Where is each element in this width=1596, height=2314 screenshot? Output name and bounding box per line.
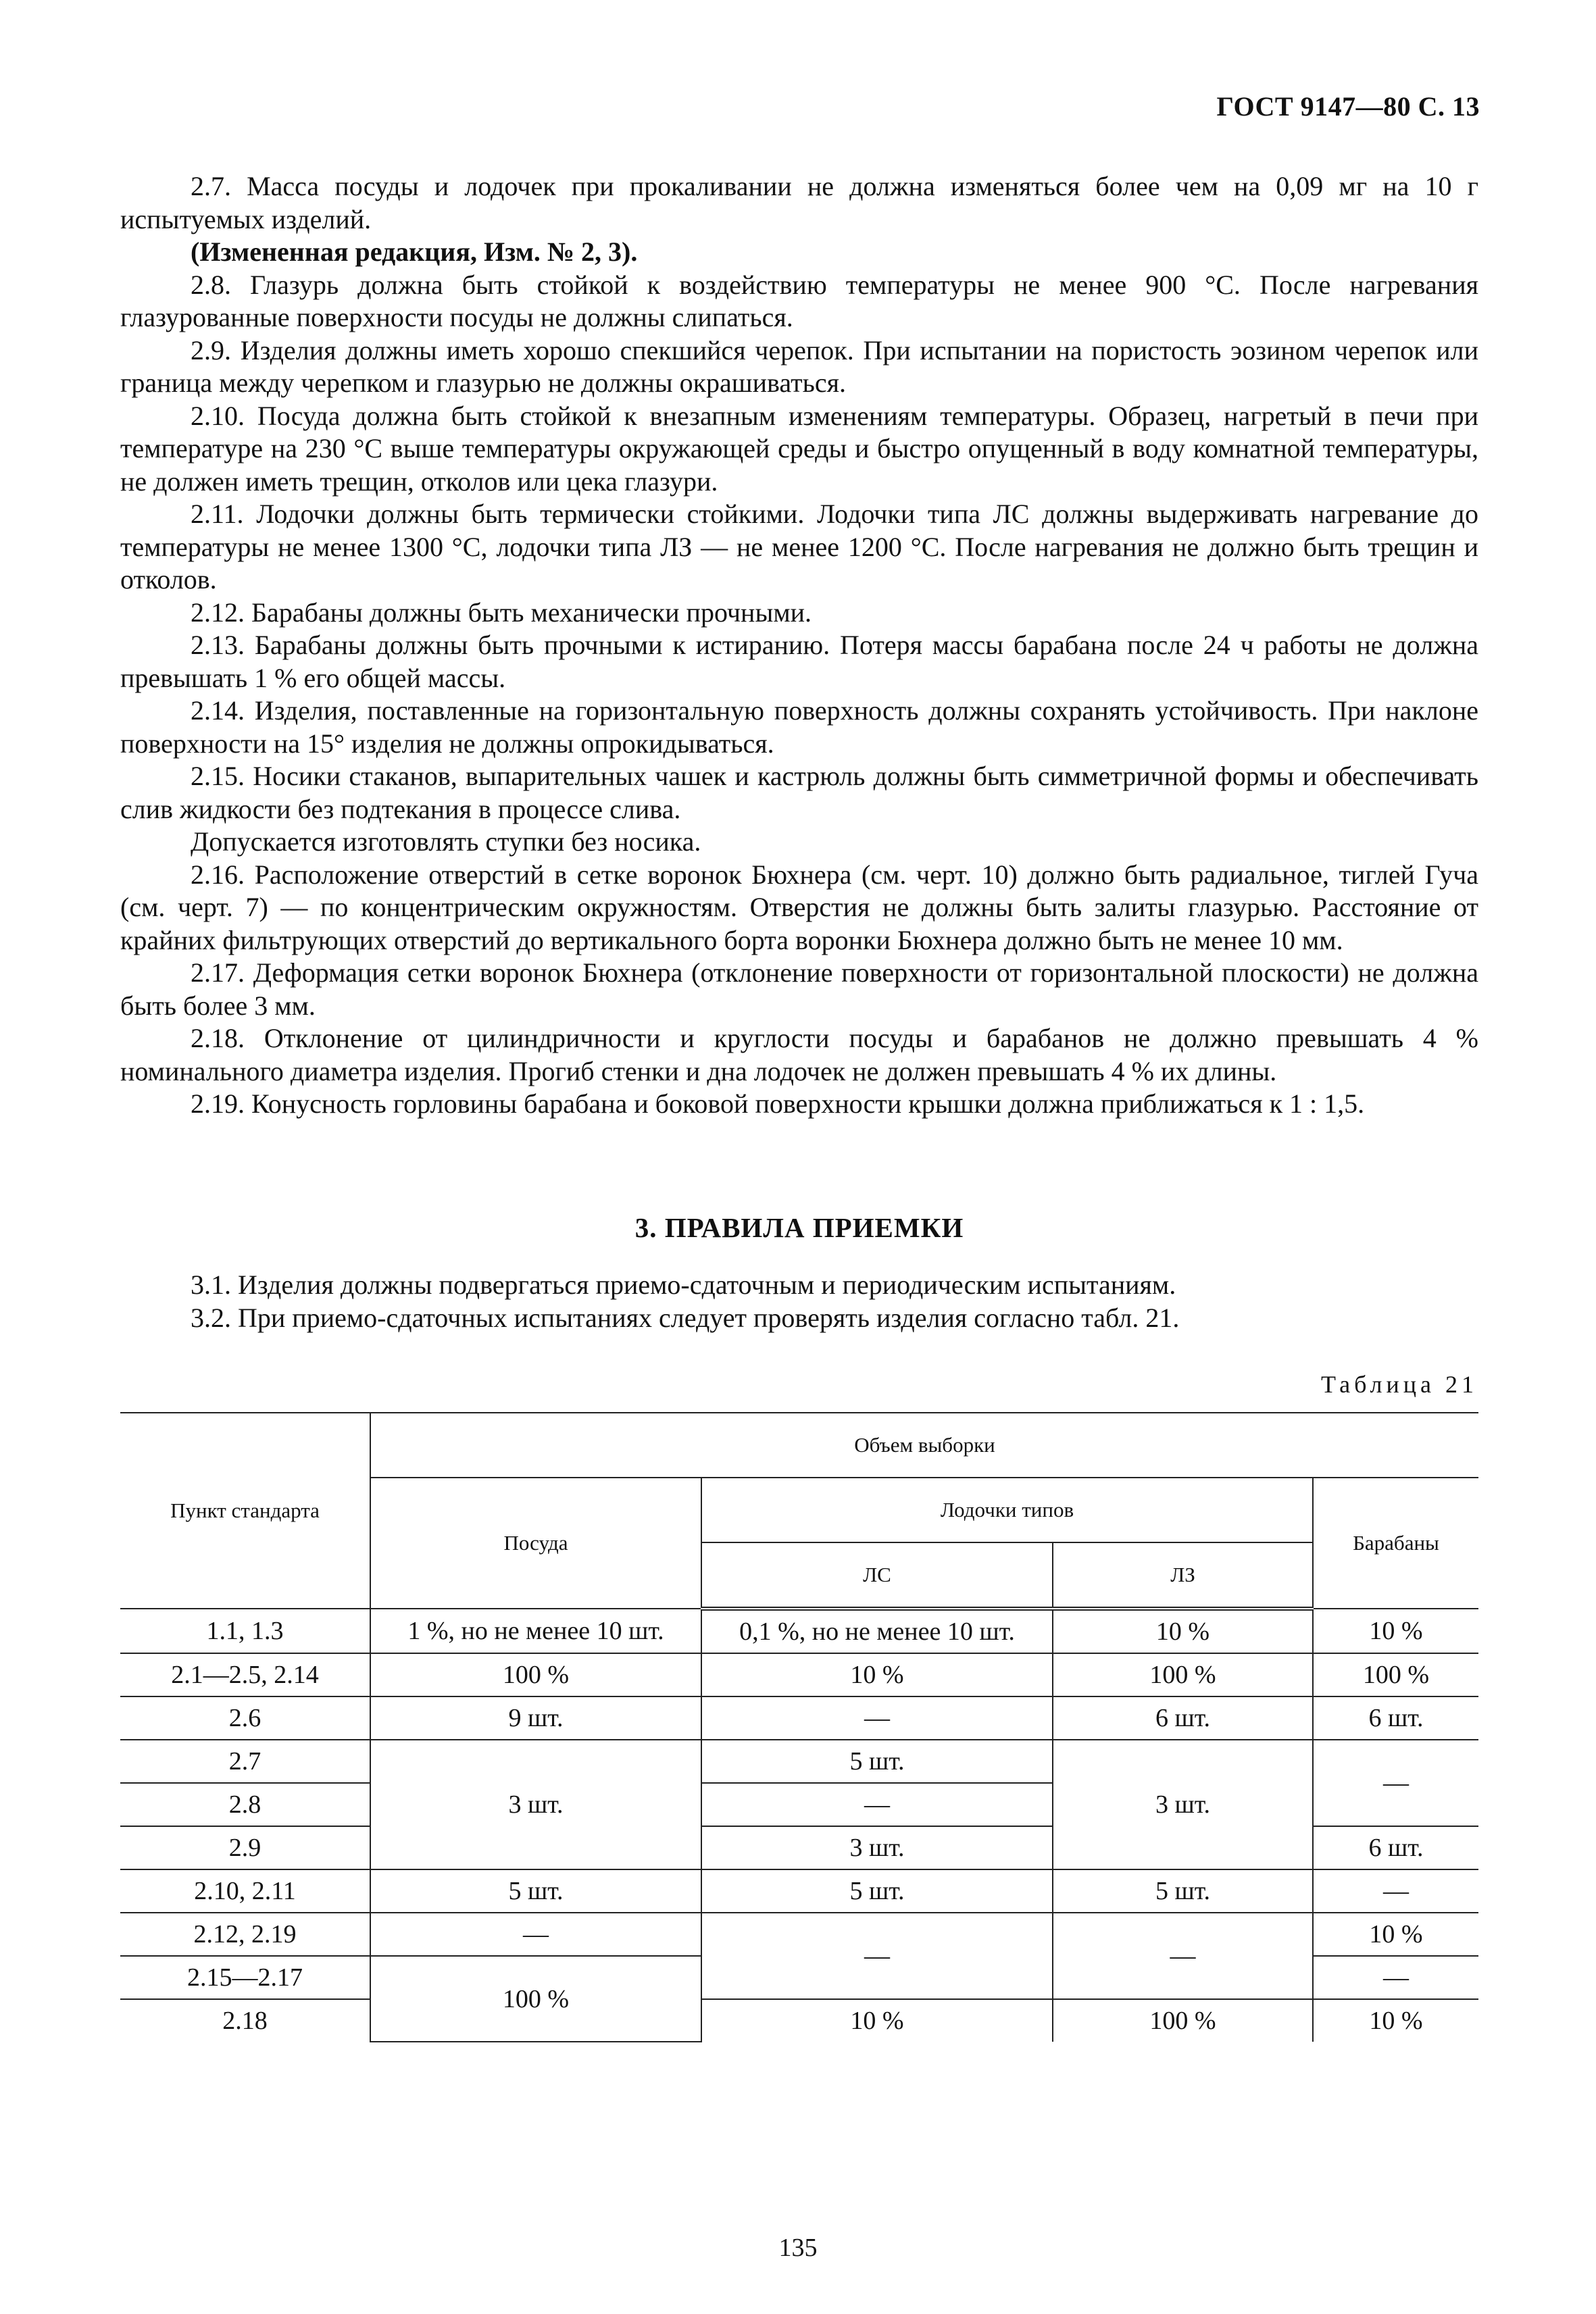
table-row <box>120 1869 1478 1913</box>
paragraph-2-9: 2.9. Изделия должны иметь хорошо спекшийся черепок. При испытании на пористость эозином черепок или граница между черепком и глазурью не должны окрашиваться. <box>120 334 1478 398</box>
cell-barabany: 10 % <box>1313 1913 1478 1956</box>
cell-lz: 3 шт. <box>1053 1740 1313 1869</box>
header-obem: Объем выборки <box>370 1413 1478 1478</box>
cell-ls: 10 % <box>701 1653 1053 1696</box>
cell-barabany: 6 шт. <box>1313 1696 1478 1740</box>
cell-punkt: 2.10, 2.11 <box>120 1869 370 1913</box>
paragraph-2-17: 2.17. Деформация сетки воронок Бюхнера (отклонение поверхности от горизонтальной плоскости) не должна быть более 3 мм. <box>120 957 1478 1021</box>
cell-posuda: 100 % <box>370 1653 701 1696</box>
cell-posuda: 9 шт. <box>370 1696 701 1740</box>
cell-barabany: 100 % <box>1313 1653 1478 1696</box>
paragraph-2-10: 2.10. Посуда должна быть стойкой к внезапным изменениям температуры. Образец, нагретый в печи при температуре на 230 °С выше температуры окружающей среды и быстро опущенный в воду комнатной температуры, не должен иметь трещин, отколов или цека глазури. <box>120 400 1478 497</box>
table-row <box>120 1740 1478 1783</box>
paragraph-2-19: 2.19. Конусность горловины барабана и боковой поверхности крышки должна приближаться к 1 : 1,5. <box>191 1088 1365 1119</box>
cell-posuda: 5 шт. <box>370 1869 701 1913</box>
header-ls: ЛС <box>701 1542 1053 1609</box>
cell-ls: — <box>701 1783 1053 1826</box>
cell-ls: — <box>701 1913 1053 1999</box>
cell-punkt: 2.12, 2.19 <box>120 1913 370 1956</box>
paragraph-2-11: 2.11. Лодочки должны быть термически стойкими. Лодочки типа ЛС должны выдерживать нагревание до температуры не менее 1300 °С, лодочки типа ЛЗ — не менее 1200 °С. После нагревания не должно быть трещин и отколов. <box>120 499 1478 595</box>
document-header: ГОСТ 9147—80 С. 13 <box>1216 91 1480 122</box>
paragraph-2-15: 2.15. Носики стаканов, выпарительных чашек и кастрюль должны быть симметричной формы и обеспечивать слив жидкости без подтекания в процессе слива. <box>120 761 1478 824</box>
paragraph-2-16: 2.16. Расположение отверстий в сетке воронок Бюхнера (см. черт. 10) должно быть радиальное, тиглей Гуча (см. черт. 7) — по концентрическим окружностям. Отверстия не должны быть залиты глазурью. Расстояние от крайних фильтрующих отверстий до вертикального борта воронки Бюхнера должно быть не менее 10 мм. <box>120 859 1478 955</box>
cell-ls: 5 шт. <box>701 1869 1053 1913</box>
cell-punkt: 2.1—2.5, 2.14 <box>120 1653 370 1696</box>
cell-barabany: — <box>1313 1869 1478 1913</box>
cell-punkt: 2.8 <box>120 1783 370 1826</box>
cell-barabany: 10 % <box>1313 1609 1478 1653</box>
paragraph-2-13: 2.13. Барабаны должны быть прочными к истиранию. Потеря массы барабана после 24 ч работы не должна превышать 1 % его общей массы. <box>120 630 1478 693</box>
paragraph-2-8: 2.8. Глазурь должна быть стойкой к воздействию температуры не менее 900 °С. После нагревания глазурованные поверхности посуды не должны слипаться. <box>120 269 1478 332</box>
cell-lz: 6 шт. <box>1053 1696 1313 1740</box>
table-row <box>120 1609 1478 1653</box>
cell-barabany: 10 % <box>1313 1999 1478 2042</box>
cell-punkt: 2.18 <box>120 1999 370 2042</box>
paragraph-3-1: 3.1. Изделия должны подвергаться приемо-сдаточным и периодическим испытаниям. <box>191 1269 1176 1300</box>
cell-posuda: — <box>370 1913 701 1956</box>
paragraph-2-12: 2.12. Барабаны должны быть механически прочными. <box>191 597 812 628</box>
cell-lz: 100 % <box>1053 1999 1313 2042</box>
cell-posuda: 100 % <box>370 1956 701 2042</box>
amendment-note: (Измененная редакция, Изм. № 2, 3). <box>191 236 638 267</box>
header-lz: ЛЗ <box>1053 1542 1313 1609</box>
cell-punkt: 2.9 <box>120 1826 370 1869</box>
cell-lz: 10 % <box>1053 1609 1313 1653</box>
page-number: 135 <box>778 2234 818 2262</box>
header-punkt: Пункт стандарта <box>120 1413 370 1609</box>
header-lodochki: Лодочки типов <box>701 1478 1313 1542</box>
cell-barabany: — <box>1313 1740 1478 1826</box>
paragraph-2-7: 2.7. Масса посуды и лодочек при прокаливании не должна изменяться более чем на 0,09 мг на 10 г испытуемых изделий. <box>120 171 1478 234</box>
cell-ls: — <box>701 1696 1053 1740</box>
section-title: 3. ПРАВИЛА ПРИЕМКИ <box>634 1212 964 1243</box>
cell-lz: 100 % <box>1053 1653 1313 1696</box>
cell-punkt: 2.15—2.17 <box>120 1956 370 1999</box>
paragraph-3-2: 3.2. При приемо-сдаточных испытаниях следует проверять изделия согласно табл. 21. <box>191 1302 1180 1333</box>
table-row <box>120 1696 1478 1740</box>
header-barabany: Барабаны <box>1313 1478 1478 1609</box>
cell-ls: 10 % <box>701 1999 1053 2042</box>
cell-barabany: — <box>1313 1956 1478 1999</box>
table-header-row <box>120 1413 1478 1478</box>
sample-size-table <box>120 1412 1478 2042</box>
paragraph-2-18: 2.18. Отклонение от цилиндричности и круглости посуды и барабанов не должно превышать 4 % номинального диаметра изделия. Прогиб стенки и дна лодочек не должен превышать 4 % их длины. <box>120 1023 1478 1086</box>
body-text <box>120 170 1478 1121</box>
table-row <box>120 1999 1478 2042</box>
cell-ls: 5 шт. <box>701 1740 1053 1783</box>
header-posuda: Посуда <box>370 1478 701 1609</box>
cell-ls: 0,1 %, но не менее 10 шт. <box>701 1609 1053 1653</box>
table-row <box>120 1653 1478 1696</box>
cell-ls: 3 шт. <box>701 1826 1053 1869</box>
cell-punkt: 1.1, 1.3 <box>120 1609 370 1653</box>
paragraph-spout-note: Допускается изготовлять ступки без носика. <box>191 826 701 857</box>
section-text <box>120 1269 1478 1334</box>
cell-punkt: 2.7 <box>120 1740 370 1783</box>
paragraph-2-14: 2.14. Изделия, поставленные на горизонтальную поверхность должны сохранять устойчивость. При наклоне поверхности на 15° изделия не должны опрокидываться. <box>120 695 1478 759</box>
cell-posuda: 1 %, но не менее 10 шт. <box>370 1609 701 1653</box>
cell-barabany: 6 шт. <box>1313 1826 1478 1869</box>
cell-posuda: 3 шт. <box>370 1740 701 1869</box>
cell-punkt: 2.6 <box>120 1696 370 1740</box>
table-caption: Таблица 21 <box>1321 1371 1478 1398</box>
cell-lz: 5 шт. <box>1053 1869 1313 1913</box>
table-row <box>120 1913 1478 1956</box>
cell-lz: — <box>1053 1913 1313 1999</box>
